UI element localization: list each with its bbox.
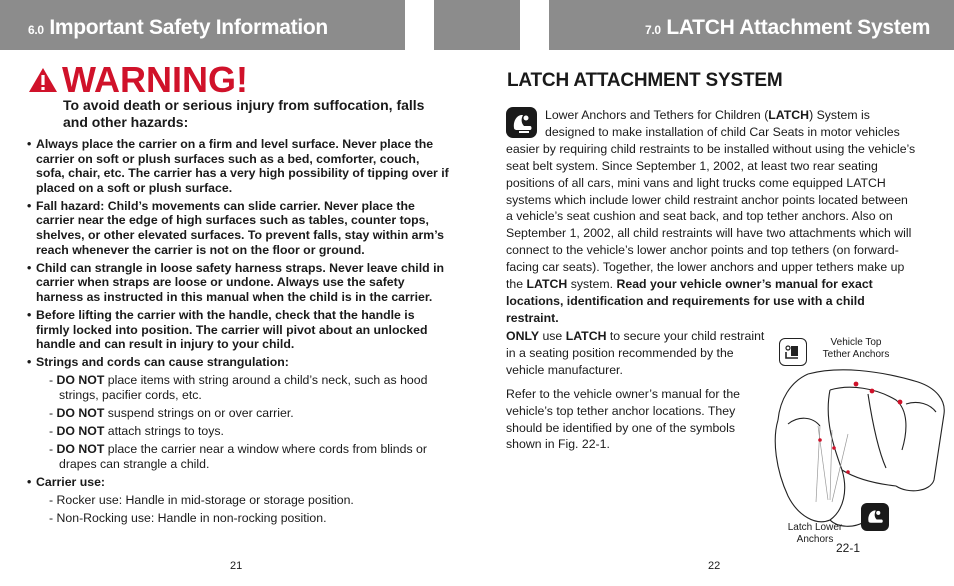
header-spacer-block [434, 0, 520, 50]
latch-lower-anchor-symbol-icon [861, 503, 889, 531]
bullet-carrier-use: • Carrier use: [27, 475, 451, 490]
bullet-firm-surface: • Always place the carrier on a firm and level surface. Never place the carrier on soft or plush surfaces such as a bed, comforter, couch, sofa, chair, etc. The carrier has a very high possibility of tipping over if placed on a soft or plush surface. [27, 137, 451, 195]
latch-intro-paragraph: Lower Anchors and Tethers for Children (LATCH) System is designed to make installation of child Car Seats in motor vehicles easier by requiring child restraints to be installed without using the vehicle’s seat belt system. Since September 1, 2002, at least two rear seating positions of all cars, mini vans and light trucks come equipped LATCH systems which include lower child restraint anchor points located between a vehicle’s seat cushion and seat back, and top tether anchors. Also on September 1, 2002, all child restraints will have two attachments which will connect to the vehicle’s lower anchor points and top tethers (on forward-facing car seats). Together, the lower anchors and upper tethers make up the LATCH system. Read your vehicle owner’s manual for exact locations, identification and requirements for use with a child restraint. [506, 108, 916, 325]
tether-anchor-paragraph: Refer to the vehicle owner’s manual for the vehicle’s top tether anchor locations. They should be identified by one of the symbols shown in Fig. 22-1. [506, 386, 740, 452]
vehicle-top-tether-label: Vehicle Top Tether Anchors [822, 337, 890, 360]
warning-word: WARNING! [62, 59, 248, 100]
latch-usage-text [506, 328, 768, 460]
vehicle-seat-diagram [768, 360, 950, 530]
right-header-title: 7.0 LATCH Attachment System [645, 16, 931, 39]
warning-triangle-icon [28, 67, 58, 93]
string-item: - DO NOT place items with string around a child’s neck, such as hood strings, pacifier cords, etc. [49, 373, 428, 402]
latch-lower-anchors-label: Latch Lower Anchors [787, 522, 843, 545]
warning-subheading: To avoid death or serious injury from suffocation, falls and other hazards: [63, 97, 425, 130]
string-item: - DO NOT attach strings to toys. [49, 424, 224, 439]
left-header-title: 6.0 Important Safety Information [28, 16, 328, 39]
carrier-use-item: - Non-Rocking use: Handle in non-rocking position. [49, 511, 327, 526]
string-item: - DO NOT suspend strings on or over carrier. [49, 406, 294, 421]
page-number-right: 22 [708, 560, 721, 572]
bullet-strangle-straps: • Child can strangle in loose safety harness straps. Never leave child in carrier when straps are loose or undone. Always use the safety harness as instructed in this manual when the child is in the carrier. [27, 261, 451, 305]
left-page-header [0, 0, 405, 50]
right-page-header [549, 0, 954, 50]
latch-section-title: LATCH ATTACHMENT SYSTEM [507, 70, 783, 91]
page-number-left: 21 [230, 560, 243, 572]
string-item: - DO NOT place the carrier near a window where cords from blinds or drapes can strangle a child. [49, 442, 427, 471]
bullet-fall-hazard: • Fall hazard: Child’s movements can slide carrier. Never place the carrier near the edge of high surfaces such as tables, counter tops, shelves, or other elevated surfaces. To prevent falls, stay within arm’s reach whenever the carrier is not on the floor or ground. [27, 199, 451, 257]
only-latch-paragraph: ONLY use LATCH to secure your child restraint in a seating position recommended by the vehicle manufacturer. [506, 329, 765, 377]
figure-number: 22-1 [836, 541, 861, 555]
bullet-strings-cords: • Strings and cords can cause strangulation: [27, 355, 451, 370]
car-seat-latch-icon [506, 107, 537, 138]
carrier-use-item: - Rocker use: Handle in mid-storage or storage position. [49, 493, 354, 508]
warning-banner [28, 60, 248, 100]
bullet-handle-lock: • Before lifting the carrier with the handle, check that the handle is firmly locked into position. The carrier will pivot about an unlocked handle and can result in injury to your child. [27, 308, 451, 352]
safety-bullet-list [27, 137, 451, 529]
